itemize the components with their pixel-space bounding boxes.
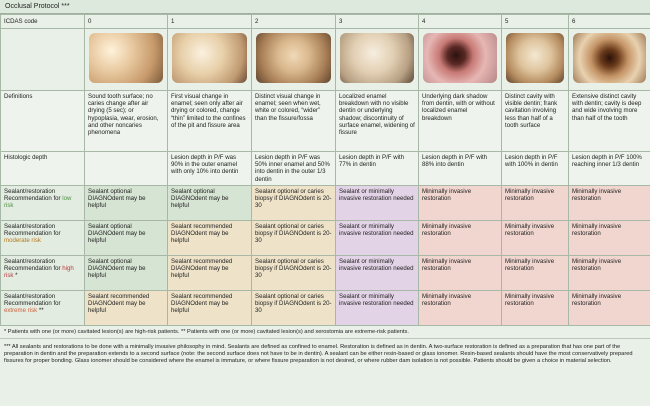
moderate-risk-cell-4: Minimally invasive restoration [419,220,502,255]
high-risk-cell-5: Minimally invasive restoration [502,255,569,290]
moderate-risk-label [1,220,85,255]
tooth-icdas-4-image [423,33,497,83]
extreme-risk-cell-6: Minimally invasive restoration [569,290,650,325]
definition-cell-6: Extensive distinct cavity with dentin; cavity is deep and wide involving more than half of the tooth [569,91,650,152]
histologic-cell-5: Lesion depth in P/F with 100% in dentin [502,152,569,186]
high-risk-cell-0: Sealant optional DIAGNOdent may be helpful [85,255,168,290]
histologic-cell-0 [85,152,168,186]
definitions-row [1,91,650,152]
icdas-code-label: ICDAS code [1,15,85,29]
low-risk-cell-5: Minimally invasive restoration [502,185,569,220]
low-risk-cell-3: Sealant or minimally invasive restoration needed [336,185,419,220]
icdas-code-2: 2 [252,15,336,29]
moderate-risk-row [1,220,650,255]
high-risk-cell-1: Sealant recommended DIAGNOdent may be helpful [168,255,252,290]
definition-cell-4: Underlying dark shadow from dentin, with or without localized enamel breakdown [419,91,502,152]
recommendation-prefix: Sealant/restoration Recommendation for [4,187,61,203]
high-risk-cell-6: Minimally invasive restoration [569,255,650,290]
moderate-risk-cell-6: Minimally invasive restoration [569,220,650,255]
low-risk-cell-6: Minimally invasive restoration [569,185,650,220]
definitions-label: Definitions [1,91,85,152]
image-row [1,29,650,91]
definition-cell-1: First visual change in enamel; seen only after air drying or colored, change “thin” limited to the confines of the pit and fissure area [168,91,252,152]
tooth-icdas-1-image [172,33,247,83]
icdas-code-1: 1 [168,15,252,29]
moderate-risk-cell-1: Sealant recommended DIAGNOdent may be helpful [168,220,252,255]
recommendation-prefix: Sealant/restoration Recommendation for [4,292,61,308]
moderate-risk-cell-0: Sealant optional DIAGNOdent may be helpful [85,220,168,255]
tooth-image-cell-5 [502,29,569,91]
definition-cell-5: Distinct cavity with visible dentin; frank cavitation involving less than half of a tooth surface [502,91,569,152]
moderate-risk-cell-5: Minimally invasive restoration [502,220,569,255]
high-risk-row [1,255,650,290]
extreme-risk-cell-3: Sealant or minimally invasive restoration needed [336,290,419,325]
tooth-image-cell-6 [569,29,650,91]
definition-cell-3: Localized enamel breakdown with no visible dentin or underlying shadow; discontinuity of surface enamel, widening of fissure [336,91,419,152]
icdas-code-3: 3 [336,15,419,29]
high-risk-cell-4: Minimally invasive restoration [419,255,502,290]
table-title: Occlusal Protocol *** [0,0,650,14]
low-risk-term: low risk [4,195,72,210]
low-risk-cell-2: Sealant optional or caries biopsy if DIAGNOdent is 20-30 [252,185,336,220]
definition-cell-0: Sound tooth surface; no caries change after air drying (5 sec); or hypoplasia, wear, erosion, and other noncaries phenomena [85,91,168,152]
extreme-risk-cell-2: Sealant optional or caries biopsy if DIAGNOdent is 20-30 [252,290,336,325]
tooth-image-cell-0 [85,29,168,91]
tooth-icdas-3-image [340,33,414,83]
extreme-risk-label [1,290,85,325]
tooth-image-cell-2 [252,29,336,91]
extreme-risk-cell-0: Sealant recommended DIAGNOdent may be helpful [85,290,168,325]
high-risk-label [1,255,85,290]
header-row [1,15,650,29]
protocol-footnote: *** All sealants and restorations to be done with a minimally invasive philosophy in mind. Sealants are defined as confined to enamel. Restoration is defined as in dentin. A two-surface restoration is defined as a preparation that has one part of the preparation in dentin and the preparation extends to a second surface (note: the second surface does not have to be in dentin). A sealant can be either resin-based or glass ionomer. Resin-based sealants should have the most conservatively prepared fissures for proper bonding. Glass ionomer should be considered where the enamel is immature, or where fissure preparation is not desired, or where rubber dam isolation is not possible. Patients should be given a choice in material selection. [0,339,650,368]
low-risk-cell-4: Minimally invasive restoration [419,185,502,220]
icdas-code-4: 4 [419,15,502,29]
tooth-icdas-0-image [89,33,163,83]
moderate-risk-term: moderate risk [4,237,41,245]
extreme-risk-row [1,290,650,325]
low-risk-label [1,185,85,220]
low-risk-cell-1: Sealant optional DIAGNOdent may be helpful [168,185,252,220]
tooth-image-cell-3 [336,29,419,91]
recommendation-prefix: Sealant/restoration Recommendation for [4,222,61,238]
histologic-label: Histologic depth [1,152,85,186]
moderate-risk-cell-2: Sealant optional or caries biopsy if DIAGNOdent is 20-30 [252,220,336,255]
histologic-cell-1: Lesion depth in P/F was 90% in the outer enamel with only 10% into dentin [168,152,252,186]
tooth-icdas-6-image [573,33,646,83]
protocol-grid [0,14,650,326]
extreme-risk-term: extreme risk [4,307,38,315]
icdas-code-5: 5 [502,15,569,29]
extreme-risk-cell-1: Sealant recommended DIAGNOdent may be helpful [168,290,252,325]
extreme-risk-cell-4: Minimally invasive restoration [419,290,502,325]
high-risk-term: high risk [4,265,74,280]
recommendation-prefix: Sealant/restoration Recommendation for [4,257,61,273]
tooth-icdas-5-image [506,33,564,83]
low-risk-cell-0: Sealant optional DIAGNOdent may be helpful [85,185,168,220]
extreme-risk-cell-5: Minimally invasive restoration [502,290,569,325]
histologic-cell-4: Lesion depth in P/F with 88% into dentin [419,152,502,186]
tooth-image-cell-1 [168,29,252,91]
image-row-label [1,29,85,91]
tooth-image-cell-4 [419,29,502,91]
moderate-risk-cell-3: Sealant or minimally invasive restoration needed [336,220,419,255]
high-risk-suffix: * [13,272,18,280]
high-risk-cell-2: Sealant optional or caries biopsy if DIAGNOdent is 20-30 [252,255,336,290]
low-risk-row [1,185,650,220]
icdas-code-0: 0 [85,15,168,29]
tooth-icdas-2-image [256,33,331,83]
histologic-cell-3: Lesion depth in P/F with 77% in dentin [336,152,419,186]
histologic-cell-6: Lesion depth in P/F 100% reaching inner 1/3 dentin [569,152,650,186]
risk-footnote: * Patients with one (or more) cavitated lesion(s) are high-risk patients. ** Patients with one (or more) cavitated lesion(s) and xerostomia are extreme-risk patients. [0,326,650,339]
high-risk-cell-3: Sealant or minimally invasive restoration needed [336,255,419,290]
icdas-code-6: 6 [569,15,650,29]
definition-cell-2: Distinct visual change in enamel; seen when wet, white or colored, “wider” than the fissure/fossa [252,91,336,152]
histologic-cell-2: Lesion depth in P/F was 50% inner enamel and 50% into dentin in the outer 1/3 dentin [252,152,336,186]
histologic-row [1,152,650,186]
extreme-risk-suffix: ** [37,307,44,315]
